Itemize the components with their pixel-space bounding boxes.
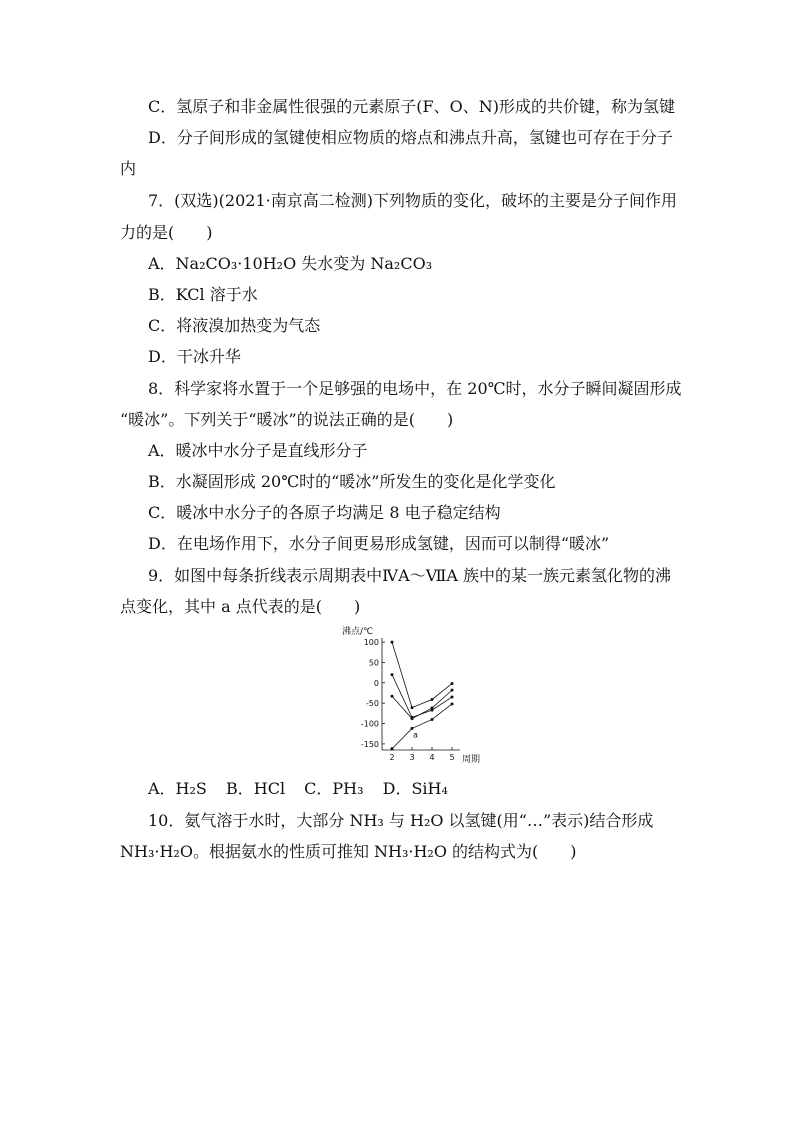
y-tick-label: 0 xyxy=(373,678,379,688)
q9-option-b: B．HCl xyxy=(225,779,286,798)
series-line xyxy=(392,704,452,749)
q9-option-a: A．H₂S xyxy=(148,779,207,798)
data-point xyxy=(411,706,414,709)
q8-option-d: D．在电场作用下，水分子间更易形成氢键，因而可以制得“暖冰” xyxy=(148,534,610,553)
x-tick-label: 4 xyxy=(429,753,435,762)
q9-stem-line2: 点变化，其中 a 点代表的是( ) xyxy=(120,597,361,616)
x-tick-label: 3 xyxy=(409,753,415,762)
x-axis-label: 周期 xyxy=(462,755,481,765)
data-point xyxy=(431,718,434,721)
q8-option-c: C．暖冰中水分子的各原子均满足 8 电子稳定结构 xyxy=(148,503,501,522)
q7-option-a: A．Na₂CO₃·10H₂O 失水变为 Na₂CO₃ xyxy=(148,254,433,273)
q6-option-d-line1: D．分子间形成的氢键使相应物质的熔点和沸点升高，氢键也可存在于分子 xyxy=(148,128,673,147)
chart-axes xyxy=(382,638,460,750)
q9-option-d: D．SiH₄ xyxy=(382,779,448,798)
data-point xyxy=(451,702,454,705)
q7-option-d: D．干冰升华 xyxy=(148,347,241,366)
y-axis-label: 沸点/℃ xyxy=(342,627,374,637)
data-point xyxy=(431,698,434,701)
chart-series xyxy=(391,641,454,751)
data-point xyxy=(391,695,394,698)
data-point xyxy=(431,707,434,710)
y-tick-label: -100 xyxy=(360,719,379,729)
q7-stem-line1: 7．(双选)(2021·南京高二检测)下列物质的变化，破坏的主要是分子间作用 xyxy=(148,191,677,210)
q6-option-d-line2: 内 xyxy=(120,159,137,178)
q10-stem-line2: NH₃·H₂O。根据氨水的性质可推知 NH₃·H₂O 的结构式为( ) xyxy=(120,842,577,861)
q9-stem-line1: 9．如图中每条折线表示周期表中ⅣA～ⅦA 族中的某一族元素氢化物的沸 xyxy=(148,566,672,585)
data-point xyxy=(391,747,394,750)
data-point xyxy=(391,641,394,644)
data-point xyxy=(451,689,454,692)
q7-option-c: C．将液溴加热变为气态 xyxy=(148,316,321,335)
boiling-point-chart xyxy=(338,622,486,770)
q6-option-c: C．氢原子和非金属性很强的元素原子(F、O、N)形成的共价键，称为氢键 xyxy=(148,97,675,116)
q8-stem-line1: 8．科学家将水置于一个足够强的电场中，在 20℃时，水分子瞬间凝固形成 xyxy=(148,379,682,398)
y-tick-label: 100 xyxy=(363,638,379,648)
point-a-label: a xyxy=(413,730,418,740)
q9-options-row xyxy=(148,778,794,800)
x-tick-label: 2 xyxy=(389,753,395,762)
q7-option-b: B．KCl 溶于水 xyxy=(148,285,258,304)
x-tick-label: 5 xyxy=(449,753,455,762)
data-point xyxy=(451,696,454,699)
data-point xyxy=(411,717,414,720)
y-tick-label: -50 xyxy=(365,699,379,709)
q9-option-c: C．PH₃ xyxy=(304,779,364,798)
q8-stem-line2: “暖冰”。下列关于“暖冰”的说法正确的是( ) xyxy=(120,410,454,429)
data-point xyxy=(391,673,394,676)
q7-stem-line2: 力的是( ) xyxy=(120,223,213,242)
data-point xyxy=(451,682,454,685)
q8-option-a: A．暖冰中水分子是直线形分子 xyxy=(148,441,368,460)
q10-stem-line1: 10．氨气溶于水时，大部分 NH₃ 与 H₂O 以氢键(用“…”表示)结合形成 xyxy=(148,811,654,830)
y-tick-label: 50 xyxy=(368,658,379,668)
q8-option-b: B．水凝固形成 20℃时的“暖冰”所发生的变化是化学变化 xyxy=(148,472,556,491)
y-tick-label: -150 xyxy=(360,739,379,749)
